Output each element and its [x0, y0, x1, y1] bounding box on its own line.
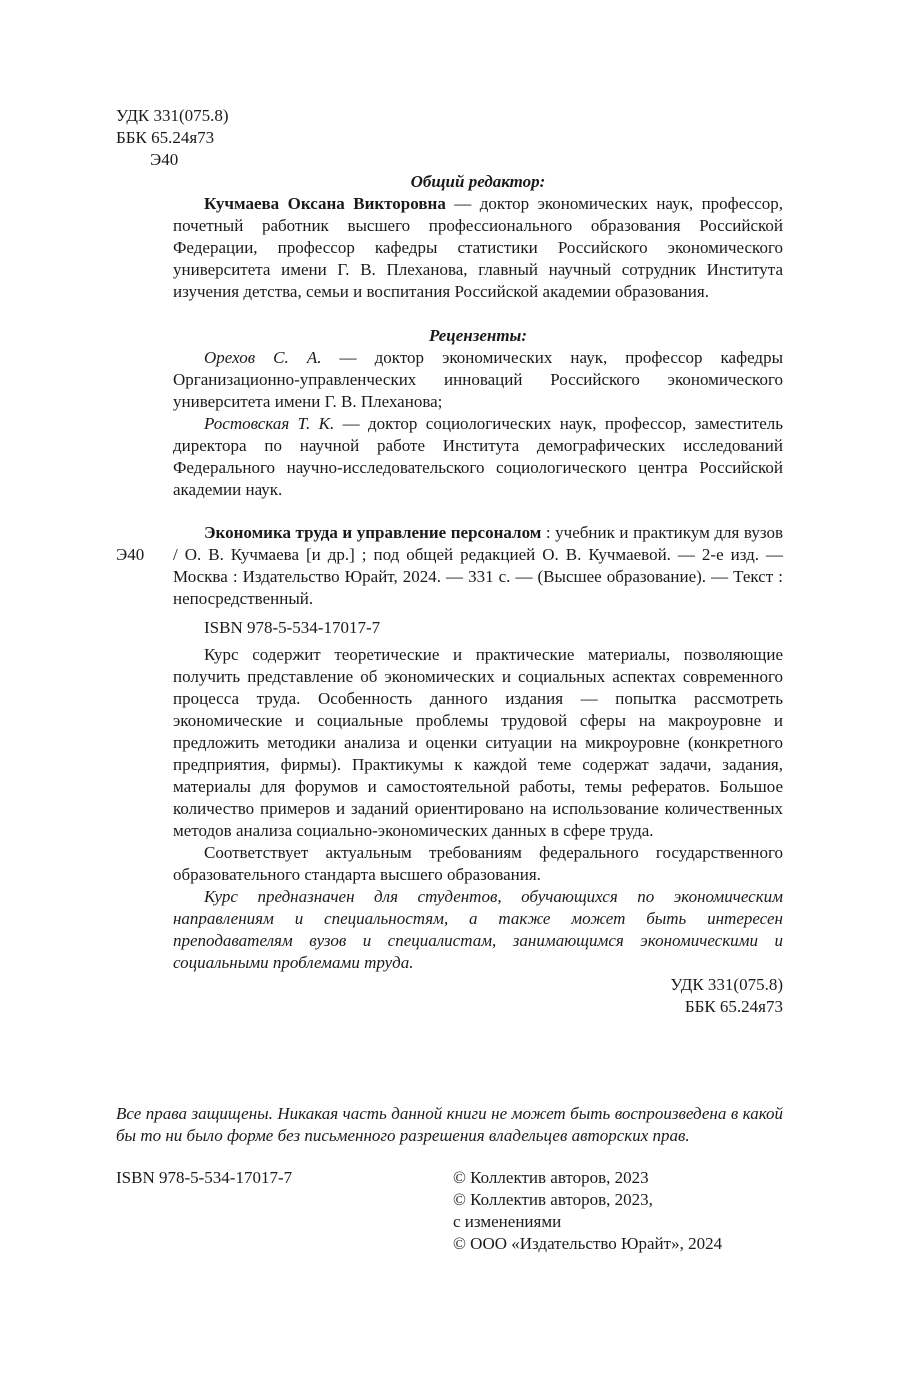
bibliographic-description	[173, 522, 783, 610]
abstract-udk: УДК 331(075.8)	[670, 975, 783, 994]
rights-notice: Все права защищены. Никакая часть данной книги не может быть воспроизведена в какой бы то ни было форме без письменного разрешения владельцев авторских прав.	[116, 1104, 783, 1145]
footer-isbn: ISBN 978-5-534-17017-7	[116, 1168, 293, 1187]
editor-paragraph	[173, 193, 783, 303]
reviewers-heading: Рецензенты:	[428, 326, 528, 345]
copyright-line: с изменениями	[453, 1212, 562, 1231]
bbk-code: ББК 65.24я73	[116, 128, 215, 147]
bibliographic-record	[173, 522, 783, 639]
reviewer-text: — доктор социологических наук, профессор, заместитель директора по научной работе Института демографических исследований Федерального научно-исследовательского социологического центра Российской академии наук.	[173, 414, 783, 499]
abstract-section	[173, 644, 783, 1018]
abstract-audience: Курс предназначен для студентов, обучающихся по экономическим направлениям и специальностям, а также может быть интересен преподавателям вузов и специалистам, занимающимся экономическими и социальными проблемами труда.	[173, 887, 783, 972]
reviewer-item	[173, 347, 783, 413]
book-title: Экономика труда и управление персоналом	[204, 523, 542, 542]
isbn: ISBN 978-5-534-17017-7	[204, 618, 381, 637]
copyright-line: © Коллектив авторов, 2023,	[453, 1190, 653, 1209]
reviewer-item	[173, 413, 783, 501]
reviewer-name: Орехов С. А.	[204, 348, 322, 367]
abstract-paragraph: Соответствует актуальным требованиям федерального государственного образовательного стандарта высшего образования.	[173, 843, 783, 884]
editor-section	[173, 171, 783, 303]
editor-name: Кучмаева Оксана Викторовна	[204, 194, 446, 213]
classification-block	[116, 105, 229, 171]
reviewer-text: — доктор экономических наук, профессор кафедры Организационно-управленческих инноваций Российского экономического университета имени Г. В. Плеханова;	[173, 348, 783, 411]
abstract-paragraph: Курс содержит теоретические и практические материалы, позволяющие получить представление об экономических и социальных аспектах современного процесса труда. Особенность данного издания — попытка рассмотреть экономические и социальные проблемы трудовой сферы на макроуровне и предложить методики анализа и оценки ситуации на микроуровне (конкретного предприятия, фирмы). Практикумы к каждой теме содержат задачи, задания, материалы для форумов и самостоятельной работы, темы рефератов. Большое количество примеров и заданий ориентировано на использование количественных методов анализа социально-экономических данных в сфере труда.	[173, 645, 783, 840]
copyright-block	[453, 1167, 722, 1255]
copyright-line: © ООО «Издательство Юрайт», 2024	[453, 1234, 723, 1253]
reviewer-name: Ростовская Т. К.	[204, 414, 335, 433]
bibliographic-author-mark: Э40	[116, 545, 145, 564]
abstract-bbk: ББК 65.24я73	[684, 997, 783, 1016]
reviewers-section	[173, 325, 783, 501]
editor-text: — доктор экономических наук, профессор, почетный работник высшего профессионального образования Российской Федерации, профессор кафедры статистики Российского экономического университета имени Г. В. Плеханова, главный научный сотрудник Института изучения детства, семьи и воспитания Российской академии образования.	[173, 194, 784, 301]
bibliographic-text: : учебник и практикум для вузов / О. В. Кучмаева [и др.] ; под общей редакцией О. В. Кучмаевой. — 2-е изд. — Москва : Издательство Юрайт, 2024. — 331 с. — (Высшее образование). — Текст : непосредственный.	[173, 523, 783, 608]
copyright-line: © Коллектив авторов, 2023	[453, 1168, 649, 1187]
author-mark: Э40	[150, 150, 179, 169]
editor-heading: Общий редактор:	[410, 172, 546, 191]
udk-code: УДК 331(075.8)	[116, 106, 229, 125]
